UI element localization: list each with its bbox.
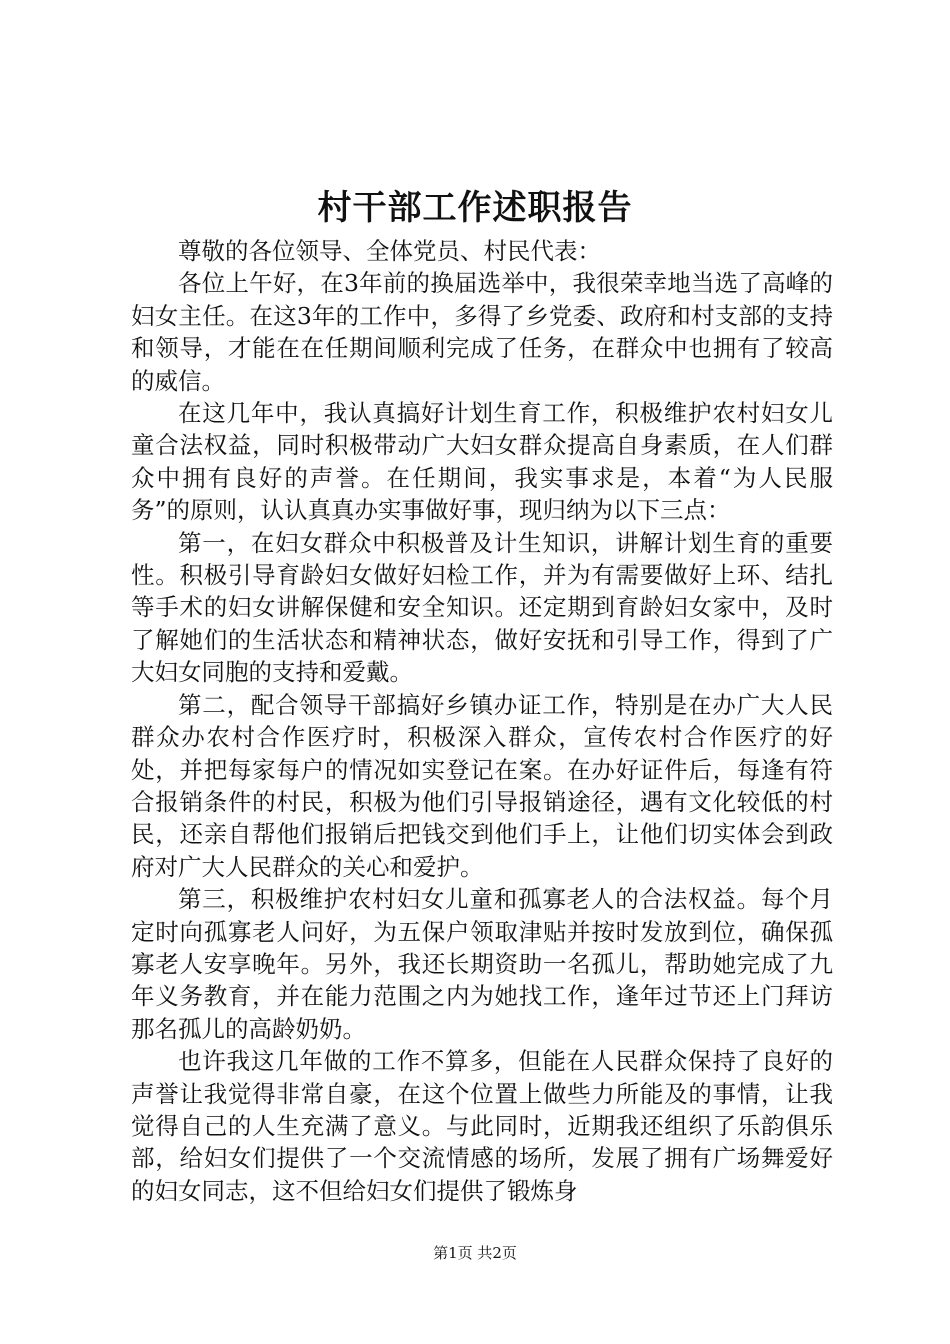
document-body: [131, 235, 833, 1207]
salutation-paragraph: 尊敬的各位领导、全体党员、村民代表：: [178, 237, 601, 265]
document-title: 村干部工作述职报告: [317, 188, 633, 228]
reflection-paragraph: 也许我这几年做的工作不算多，但能在人民群众保持了良好的声誉让我觉得非常自豪，在这个位置上做些力所能及的事情，让我觉得自己的人生充满了意义。与此同时，近期我还组织了乐韵俱乐部，给妇女们提供了一个交流情感的场所，发展了拥有广场舞爱好的妇女同志，这不但给妇女们提供了锻炼身: [131, 1047, 833, 1205]
point-three-paragraph: 第三，积极维护农村妇女儿童和孤寡老人的合法权益。每个月定时向孤寡老人问好，为五保户领取津贴并按时发放到位，确保孤寡老人安享晚年。另外，我还长期资助一名孤儿，帮助她完成了九年义务教育，并在能力范围之内为她找工作，逢年过节还上门拜访那名孤儿的高龄奶奶。: [131, 885, 833, 1043]
point-one-paragraph: 第一，在妇女群众中积极普及计生知识，讲解计划生育的重要性。积极引导育龄妇女做好妇检工作，并为有需要做好上环、结扎等手术的妇女讲解保健和安全知识。还定期到育龄妇女家中，及时了解她们的生活状态和精神状态，做好安抚和引导工作，得到了广大妇女同胞的支持和爱戴。: [131, 528, 833, 687]
summary-paragraph: 在这几年中，我认真搞好计划生育工作，积极维护农村妇女儿童合法权益，同时积极带动广大妇女群众提高自身素质，在人们群众中拥有良好的声誉。在任期间，我实事求是，本着“为人民服务”的原则，认认真真办实事做好事，现归纳为以下三点：: [131, 399, 833, 525]
intro-paragraph: 各位上午好，在3年前的换届选举中，我很荣幸地当选了高峰的妇女主任。在这3年的工作中，多得了乡党委、政府和村支部的支持和领导，才能在在任期间顺利完成了任务，在群众中也拥有了较高的威信。: [131, 269, 833, 395]
page-number-footer: 第1页 共2页: [433, 1244, 517, 1262]
point-two-paragraph: 第二，配合领导干部搞好乡镇办证工作，特别是在办广大人民群众办农村合作医疗时，积极深入群众，宣传农村合作医疗的好处，并把每家每户的情况如实登记在案。在办好证件后，每逢有符合报销条件的村民，积极为他们引导报销途径，遇有文化较低的村民，还亲自帮他们报销后把钱交到他们手上，让他们切实体会到政府对广大人民群众的关心和爱护。: [131, 690, 833, 881]
